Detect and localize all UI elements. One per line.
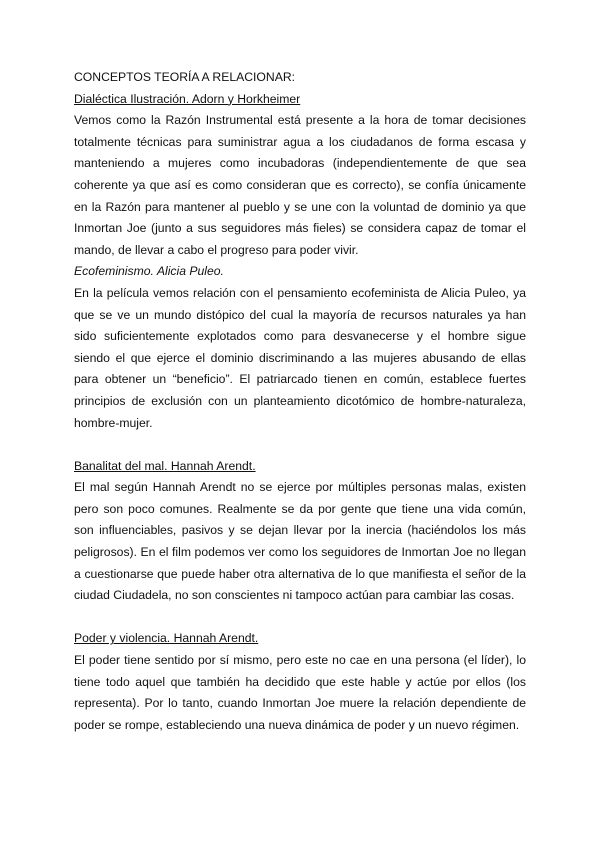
- section-heading-banalidad: Banalitat del mal. Hannah Arendt.: [74, 458, 256, 473]
- section-heading-poder: Poder y violencia. Hannah Arendt.: [74, 631, 259, 646]
- section-body-banalidad: El mal según Hannah Arendt no se ejerce por múltiples personas malas, existen pero son poco comunes. Realmente se da por gente que tiene una vida común, son influenciables, pasivos y se dejan llevar por la inercia (haciéndolos los más peligrosos). En el film podemos ver como los seguidores de Inmortan Joe no llegan a cuestionarse que puede haber otra alternativa de lo que manifiesta el señor de la ciudad Ciudadela, no son conscientes ni tampoco actúan para cambiar las cosas.: [74, 480, 526, 603]
- document-body: [74, 67, 526, 736]
- paragraph-spacer: [74, 434, 526, 456]
- section-body-dialectica: Vemos como la Razón Instrumental está presente a la hora de tomar decisiones totalmente técnicas para suministrar agua a los ciudadanos de forma escasa y manteniendo a mujeres como incubadoras (independientemente de que sea coherente ya que así es como consideran que es correcto), se confía únicamente en la Razón para mantener al pueblo y se une con la voluntad de dominio ya que Inmortan Joe (junto a sus seguidores más fieles) se considera capaz de tomar el mando, de llevar a cabo el progreso para poder vivir.: [74, 113, 526, 257]
- paragraph-spacer: [74, 607, 526, 629]
- section-heading-ecofeminismo: Ecofeminismo. Alicia Puleo.: [74, 264, 224, 279]
- document-title: CONCEPTOS TEORÍA A RELACIONAR:: [74, 70, 296, 84]
- section-body-poder: El poder tiene sentido por sí mismo, pero este no cae en una persona (el líder), lo tiene todo aquel que también ha decidido que este hable y actúe por ellos (los representa). Por lo tanto, cuando Inmortan Joe muere la relación dependiente de poder se rompe, estableciendo una nueva dinámica de poder y un nuevo régimen.: [74, 653, 526, 732]
- section-body-ecofeminismo: En la película vemos relación con el pensamiento ecofeminista de Alicia Puleo, ya que se ve un mundo distópico del cual la mayoría de recursos naturales ya han sido suficientemente explotados como para desvanecerse y el hombre sigue siendo el que ejerce el dominio discriminando a las mujeres abusando de ellas para obtener un “beneficio”. El patriarcado tienen en común, establece fuertes principios de exclusión con un planteamiento dicotómico de hombre-naturaleza, hombre-mujer.: [74, 285, 526, 430]
- section-heading-dialectica: Dialéctica Ilustración. Adorn y Horkheimer: [74, 91, 301, 106]
